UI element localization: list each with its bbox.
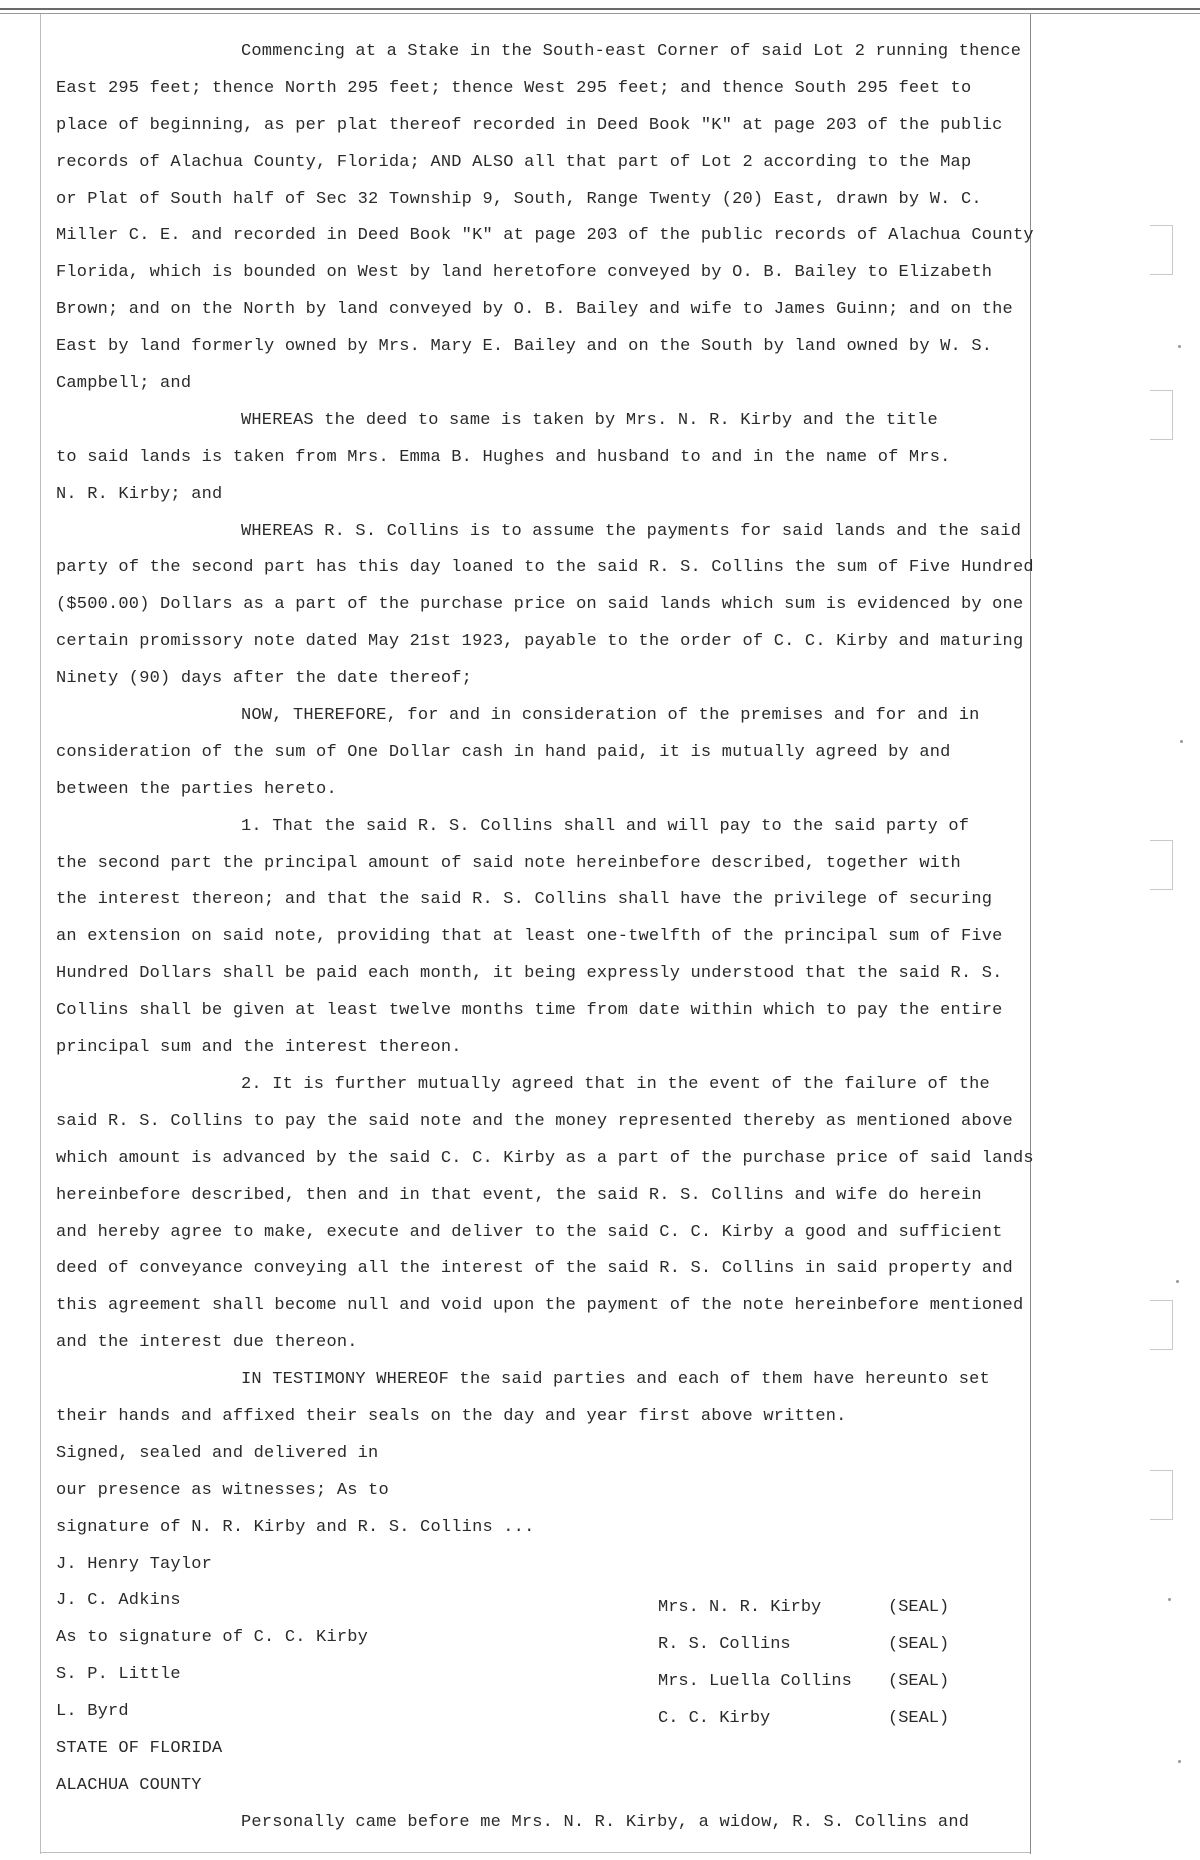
document-line: an extension on said note, providing that at least one-twelfth of the principal sum of Five xyxy=(56,927,1003,947)
document-line: J. C. Adkins xyxy=(56,1591,181,1611)
top-border-rule xyxy=(0,8,1200,10)
signatory-name: Mrs. N. R. Kirby xyxy=(658,1598,822,1617)
document-line: certain promissory note dated May 21st 1923, payable to the order of C. C. Kirby and maturing xyxy=(56,632,1024,652)
document-line: Brown; and on the North by land conveyed by O. B. Bailey and wife to James Guinn; and on the xyxy=(56,300,1013,320)
document-line: East by land formerly owned by Mrs. Mary E. Bailey and on the South by land owned by W. S. xyxy=(56,337,993,357)
document-line: and the interest due thereon. xyxy=(56,1333,358,1353)
document-line: the second part the principal amount of said note hereinbefore described, together with xyxy=(56,853,961,873)
document-line: the interest thereon; and that the said R. S. Collins shall have the privilege of securing xyxy=(56,890,993,910)
document-line: this agreement shall become null and void upon the payment of the note hereinbefore mentioned xyxy=(56,1296,1024,1316)
document-line: 2. It is further mutually agreed that in the event of the failure of the xyxy=(241,1074,990,1094)
margin-speck xyxy=(1178,1760,1181,1763)
document-line: records of Alachua County, Florida; AND ALSO all that part of Lot 2 according to the Map xyxy=(56,152,972,172)
binder-mark xyxy=(1150,225,1173,275)
document-line: to said lands is taken from Mrs. Emma B. Hughes and husband to and in the name of Mrs. xyxy=(56,447,951,467)
signatory-name: R. S. Collins xyxy=(658,1634,791,1654)
document-line: S. P. Little xyxy=(56,1665,181,1685)
document-line: Miller C. E. and recorded in Deed Book "K" at page 203 of the public records of Alachua County xyxy=(56,226,1034,246)
document-line: Campbell; and xyxy=(56,374,192,394)
document-line: hereinbefore described, then and in that event, the said R. S. Collins and wife do herein xyxy=(56,1185,982,1205)
seal-label: (SEAL) xyxy=(888,1634,950,1654)
seal-label: (SEAL) xyxy=(888,1708,950,1728)
document-line: Hundred Dollars shall be paid each month, it being expressly understood that the said R. S. xyxy=(56,964,1003,984)
signatory-name: Mrs. Luella Collins xyxy=(658,1671,852,1691)
margin-speck xyxy=(1180,740,1183,743)
top-border-rule-secondary xyxy=(0,13,1200,14)
document-line: or Plat of South half of Sec 32 Township 9, South, Range Twenty (20) East, drawn by W. C. xyxy=(56,189,982,209)
binder-mark xyxy=(1150,840,1173,890)
document-line: Personally came before me Mrs. N. R. Kirby, a widow, R. S. Collins and xyxy=(241,1812,970,1832)
document-line: Collins shall be given at least twelve months time from date within which to pay the entire xyxy=(56,1001,1003,1021)
document-line: principal sum and the interest thereon. xyxy=(56,1038,462,1058)
document-line: ($500.00) Dollars as a part of the purchase price on said lands which sum is evidenced by one xyxy=(56,595,1024,615)
document-line: Signed, sealed and delivered in xyxy=(56,1443,379,1463)
document-line: between the parties hereto. xyxy=(56,779,337,799)
document-body xyxy=(56,34,1036,1842)
signature-line xyxy=(658,1590,949,1627)
signature-line xyxy=(658,1627,949,1664)
document-line: signature of N. R. Kirby and R. S. Collins ... xyxy=(56,1517,535,1537)
document-line: L. Byrd xyxy=(56,1702,129,1722)
document-line: East 295 feet; thence North 295 feet; thence West 295 feet; and thence South 295 feet to xyxy=(56,78,972,98)
document-line: WHEREAS the deed to same is taken by Mrs. N. R. Kirby and the title xyxy=(241,410,938,430)
document-line: Florida, which is bounded on West by land heretofore conveyed by O. B. Bailey to Elizabeth xyxy=(56,263,993,283)
binder-mark xyxy=(1150,1300,1173,1350)
document-line: STATE OF FLORIDA xyxy=(56,1738,223,1758)
document-line: and hereby agree to make, execute and deliver to the said C. C. Kirby a good and sufficient xyxy=(56,1222,1003,1242)
document-line: party of the second part has this day loaned to the said R. S. Collins the sum of Five Hundred xyxy=(56,558,1034,578)
document-line: WHEREAS R. S. Collins is to assume the payments for said lands and the said xyxy=(241,521,1022,541)
document-line: N. R. Kirby; and xyxy=(56,484,223,504)
document-line: As to signature of C. C. Kirby xyxy=(56,1628,369,1648)
document-line: IN TESTIMONY WHEREOF the said parties and each of them have hereunto set xyxy=(241,1370,990,1390)
document-line: our presence as witnesses; As to xyxy=(56,1480,389,1500)
document-line: 1. That the said R. S. Collins shall and will pay to the said party of xyxy=(241,816,970,836)
margin-speck xyxy=(1176,1280,1179,1283)
signatory-name: C. C. Kirby xyxy=(658,1708,771,1728)
signature-block xyxy=(658,1590,949,1738)
document-line: consideration of the sum of One Dollar cash in hand paid, it is mutually agreed by and xyxy=(56,742,951,762)
signature-line xyxy=(658,1664,949,1701)
margin-speck xyxy=(1178,345,1181,348)
bottom-border-rule xyxy=(40,1852,1030,1853)
document-line: Ninety (90) days after the date thereof; xyxy=(56,669,473,689)
document-line: ALACHUA COUNTY xyxy=(56,1775,202,1795)
seal-label: (SEAL) xyxy=(888,1671,950,1691)
document-line: their hands and affixed their seals on the day and year first above written. xyxy=(56,1406,847,1426)
left-margin-rule xyxy=(40,14,41,1854)
document-line: place of beginning, as per plat thereof recorded in Deed Book "K" at page 203 of the public xyxy=(56,115,1003,135)
document-line: deed of conveyance conveying all the interest of the said R. S. Collins in said property and xyxy=(56,1259,1013,1279)
document-line: NOW, THEREFORE, for and in consideration of the premises and for and in xyxy=(241,706,980,726)
binder-mark xyxy=(1150,390,1173,440)
document-line: J. Henry Taylor xyxy=(56,1554,213,1574)
binder-mark xyxy=(1150,1470,1173,1520)
document-line: Commencing at a Stake in the South-east Corner of said Lot 2 running thence xyxy=(241,42,1022,61)
margin-speck xyxy=(1168,1598,1171,1601)
document-line: which amount is advanced by the said C. C. Kirby as a part of the purchase price of said lands xyxy=(56,1148,1034,1168)
seal-label: (SEAL) xyxy=(888,1598,950,1617)
document-line: said R. S. Collins to pay the said note and the money represented thereby as mentioned above xyxy=(56,1111,1013,1131)
signature-line xyxy=(658,1701,949,1738)
